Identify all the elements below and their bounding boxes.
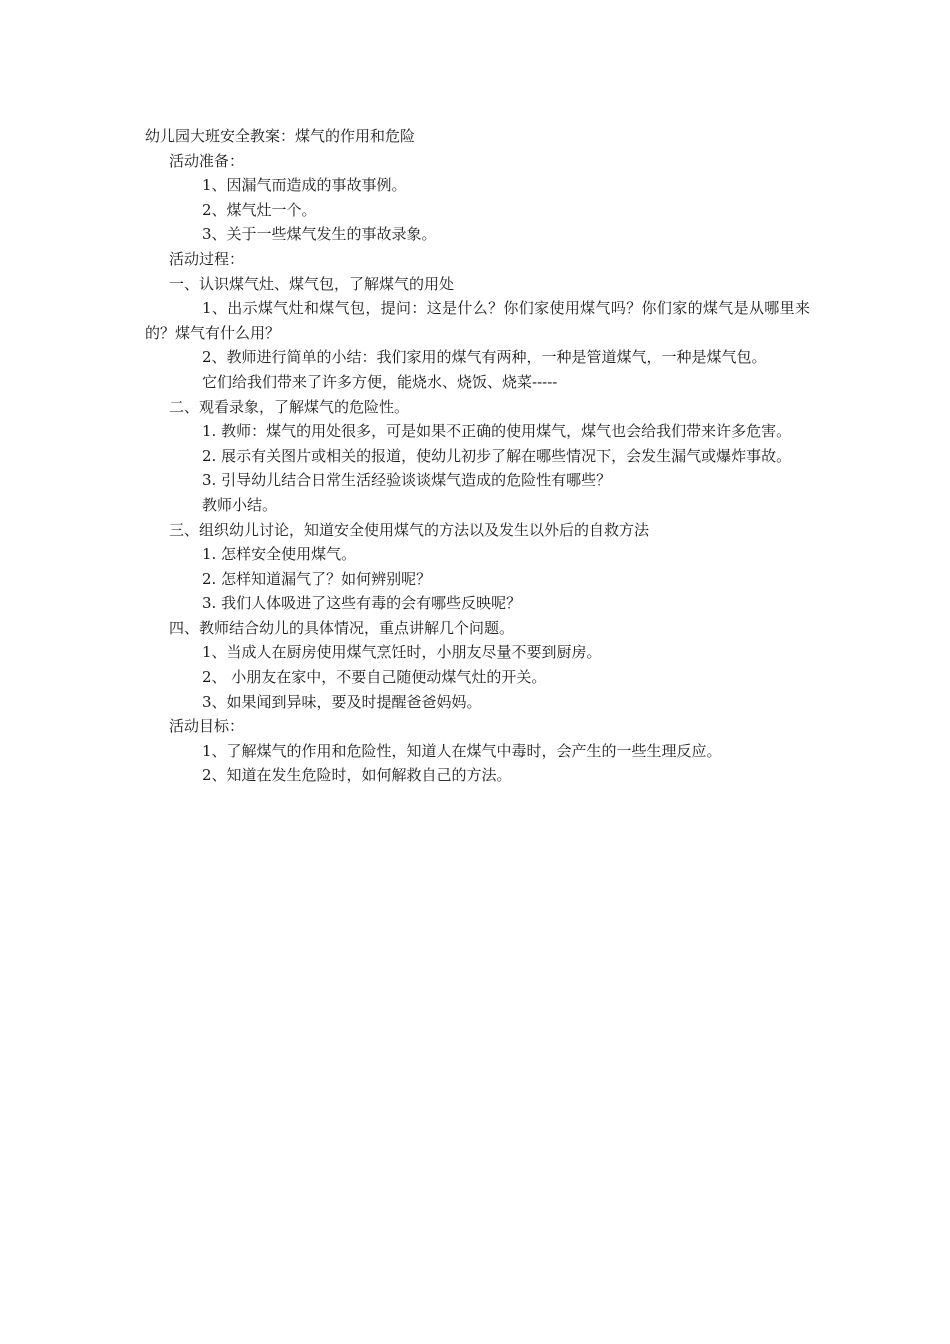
process-step-3-item-2: 2. 怎样知道漏气了？如何辨别呢？ xyxy=(202,569,432,588)
goal-item-2: 2、知道在发生危险时，如何解救自己的方法。 xyxy=(202,766,512,785)
process-step-2-item-1: 1. 教师：煤气的用处很多，可是如果不正确的使用煤气，煤气也会给我们带来许多危害。 xyxy=(202,422,792,441)
process-step-2-item-2: 2. 展示有关图片或相关的报道，使幼儿初步了解在哪些情况下，会发生漏气或爆炸事故。 xyxy=(202,446,792,465)
document-title: 幼儿园大班安全教案：煤气的作用和危险 xyxy=(145,127,416,145)
preparation-item-3: 3、关于一些煤气发生的事故录象。 xyxy=(202,225,437,244)
process-step-4-heading: 四、教师结合幼儿的具体情况，重点讲解几个问题。 xyxy=(169,618,515,637)
section-heading-goals: 活动目标： xyxy=(169,717,245,736)
process-step-1-item-1: 1、出示煤气灶和煤气包，提问：这是什么？你们家使用煤气吗？你们家的煤气是从哪里来的？煤气有什么用？ xyxy=(145,299,810,342)
process-step-4-item-1: 1、当成人在厨房使用煤气烹饪时，小朋友尽量不要到厨房。 xyxy=(202,643,602,662)
preparation-item-2: 2、煤气灶一个。 xyxy=(202,200,317,219)
process-step-1-item-2-continued: 它们给我们带来了许多方便，能烧水、烧饭、烧菜----- xyxy=(202,372,558,391)
process-step-4-item-3: 3、如果闻到异味，要及时提醒爸爸妈妈。 xyxy=(202,692,482,711)
process-step-3-item-1: 1. 怎样安全使用煤气。 xyxy=(202,545,357,564)
process-step-3-item-3: 3. 我们人体吸进了这些有毒的会有哪些反映呢？ xyxy=(202,594,522,613)
process-step-2-summary: 教师小结。 xyxy=(202,495,278,514)
preparation-item-1: 1、因漏气而造成的事故事例。 xyxy=(202,176,407,195)
process-step-1-item-2: 2、教师进行简单的小结：我们家用的煤气有两种，一种是管道煤气，一种是煤气包。 xyxy=(202,348,767,367)
section-heading-process: 活动过程： xyxy=(169,249,245,268)
process-step-2-item-3: 3. 引导幼儿结合日常生活经验谈谈煤气造成的危险性有哪些？ xyxy=(202,471,612,490)
document-body xyxy=(145,124,810,788)
process-step-1-heading: 一、认识煤气灶、煤气包，了解煤气的用处 xyxy=(169,274,455,293)
goal-item-1: 1、了解煤气的作用和危险性，知道人在煤气中毒时，会产生的一些生理反应。 xyxy=(202,741,722,760)
process-step-4-item-2: 2、 小朋友在家中，不要自己随便动煤气灶的开关。 xyxy=(202,668,547,687)
section-heading-preparation: 活动准备： xyxy=(169,151,245,170)
process-step-2-heading: 二、观看录象，了解煤气的危险性。 xyxy=(169,397,410,416)
process-step-3-heading: 三、组织幼儿讨论，知道安全使用煤气的方法以及发生以外后的自救方法 xyxy=(169,520,650,539)
